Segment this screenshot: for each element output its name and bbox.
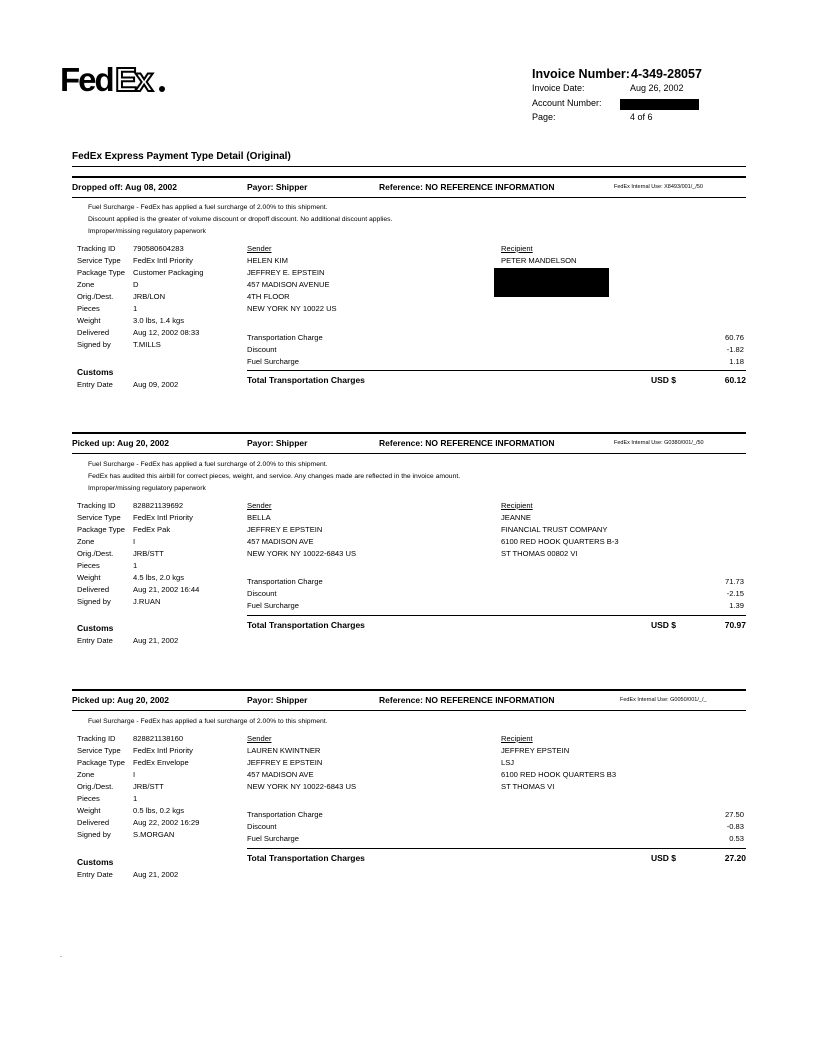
- signed-label: Signed by: [77, 830, 111, 839]
- discount-label: Discount: [247, 345, 277, 354]
- transportation-charge-label: Transportation Charge: [247, 810, 323, 819]
- signed-by: J.RUAN: [133, 597, 161, 606]
- discount-label: Discount: [247, 822, 277, 831]
- customs-heading: Customs: [77, 367, 114, 377]
- recipient-line: ST THOMAS 00802 VI: [501, 549, 578, 558]
- pieces: 1: [133, 304, 138, 313]
- service-label: Service Type: [77, 256, 121, 265]
- svg-text:Ex: Ex: [115, 62, 152, 96]
- shipment-1-internal: FedEx Internal Use: X8493/001/_/50: [614, 184, 703, 190]
- shipment-1-payor: Payor: Shipper: [247, 182, 308, 192]
- recipient-heading: Recipient: [501, 501, 533, 510]
- weight: 3.0 lbs, 1.4 kgs: [133, 316, 185, 325]
- shipment-3-reference: Reference: NO REFERENCE INFORMATION: [379, 695, 555, 705]
- service-label: Service Type: [77, 513, 121, 522]
- sender-heading: Sender: [247, 244, 272, 253]
- zone: I: [133, 537, 136, 546]
- discount-label: Discount: [247, 589, 277, 598]
- recipient-address-redaction: [494, 268, 609, 297]
- delivered: Aug 12, 2002 08:33: [133, 328, 200, 337]
- page-number: 4 of 6: [630, 112, 653, 122]
- tracking-label: Tracking ID: [77, 734, 116, 743]
- package-type: FedEx Envelope: [133, 758, 189, 767]
- total-amount: 60.12: [724, 375, 746, 385]
- zone: I: [133, 770, 136, 779]
- zone-label: Zone: [77, 537, 95, 546]
- orig-label: Orig./Dest.: [77, 782, 114, 791]
- package-type: FedEx Pak: [133, 525, 171, 534]
- delivered-label: Delivered: [77, 585, 110, 594]
- transportation-charge: 71.73: [724, 577, 744, 586]
- shipment-2-note: Fuel Surcharge - FedEx has applied a fuel surcharge of 2.00% to this shipment.: [88, 461, 328, 468]
- shipment-1-note: Improper/missing regulatory paperwork: [88, 228, 206, 235]
- sender-line: NEW YORK NY 10022-6843 US: [247, 549, 357, 558]
- weight: 0.5 lbs, 0.2 kgs: [133, 806, 185, 815]
- invoice-number: 4-349-28057: [631, 67, 702, 81]
- orig-dest: JRB/LON: [133, 292, 166, 301]
- account-number-label: Account Number:: [532, 98, 602, 108]
- currency-label: USD $: [651, 620, 677, 630]
- fuel-surcharge-label: Fuel Surcharge: [247, 601, 299, 610]
- package-type: Customer Packaging: [133, 268, 204, 277]
- shipment-3-header: [72, 695, 746, 709]
- shipment-2-reference: Reference: NO REFERENCE INFORMATION: [379, 438, 555, 448]
- signed-label: Signed by: [77, 340, 111, 349]
- tracking-label: Tracking ID: [77, 501, 116, 510]
- signed-by: S.MORGAN: [133, 830, 175, 839]
- recipient-line: ST THOMAS VI: [501, 782, 555, 791]
- entry-label: Entry Date: [77, 870, 113, 879]
- recipient-heading: Recipient: [501, 734, 533, 743]
- total-label: Total Transportation Charges: [247, 853, 365, 863]
- fuel-surcharge: 1.39: [729, 601, 744, 610]
- shipment-1-note: Fuel Surcharge - FedEx has applied a fuel surcharge of 2.00% to this shipment.: [88, 204, 328, 211]
- sender-heading: Sender: [247, 501, 272, 510]
- sender-line: JEFFREY E EPSTEIN: [247, 758, 323, 767]
- fuel-surcharge-label: Fuel Surcharge: [247, 357, 299, 366]
- delivered-label: Delivered: [77, 818, 110, 827]
- currency-label: USD $: [651, 375, 677, 385]
- page-row: [532, 112, 653, 122]
- tracking-label: Tracking ID: [77, 244, 116, 253]
- recipient-line: FINANCIAL TRUST COMPANY: [501, 525, 608, 534]
- fedex-logo: [60, 62, 170, 96]
- fuel-surcharge: 0.53: [729, 834, 744, 843]
- page-title: FedEx Express Payment Type Detail (Original): [72, 151, 291, 162]
- account-number-redaction: [620, 99, 699, 110]
- sender-line: 457 MADISON AVENUE: [247, 280, 330, 289]
- transportation-charge: 60.76: [724, 333, 744, 342]
- shipment-1-header-rule: [72, 197, 746, 198]
- total-label: Total Transportation Charges: [247, 375, 365, 385]
- fedex-logo-image: [60, 62, 170, 96]
- currency-label: USD $: [651, 853, 677, 863]
- pieces: 1: [133, 561, 138, 570]
- transportation-charge: 27.50: [724, 810, 744, 819]
- entry-date: Aug 21, 2002: [133, 870, 179, 879]
- entry-date: Aug 09, 2002: [133, 380, 179, 389]
- entry-label: Entry Date: [77, 636, 113, 645]
- shipment-1-note: Discount applied is the greater of volume discount or dropoff discount. No additional discount applies.: [88, 216, 393, 223]
- delivered: Aug 21, 2002 16:44: [133, 585, 200, 594]
- sender-line: LAUREN KWINTNER: [247, 746, 321, 755]
- sender-line: JEFFREY E. EPSTEIN: [247, 268, 325, 277]
- shipment-1-top-rule: [72, 176, 746, 178]
- recipient-line: JEFFREY EPSTEIN: [501, 746, 570, 755]
- recipient-line: 6100 RED HOOK QUARTERS B3: [501, 770, 617, 779]
- shipment-3-header-rule: [72, 710, 746, 711]
- signed-by: T.MILLS: [133, 340, 161, 349]
- sender-line: 4TH FLOOR: [247, 292, 290, 301]
- shipment-3-top-rule: [72, 689, 746, 691]
- shipment-3-note: Fuel Surcharge - FedEx has applied a fuel surcharge of 2.00% to this shipment.: [88, 718, 328, 725]
- service-type: FedEx Intl Priority: [133, 746, 193, 755]
- footer-mark: .: [60, 950, 63, 959]
- invoice-date-label: Invoice Date:: [532, 83, 585, 93]
- weight-label: Weight: [77, 806, 101, 815]
- shipment-2-date: Picked up: Aug 20, 2002: [72, 438, 169, 448]
- sender-line: 457 MADISON AVE: [247, 537, 314, 546]
- total-label: Total Transportation Charges: [247, 620, 365, 630]
- invoice-number-row: [532, 67, 702, 81]
- weight-label: Weight: [77, 573, 101, 582]
- shipment-2-header: [72, 438, 746, 452]
- page-label: Page:: [532, 112, 556, 122]
- pieces: 1: [133, 794, 138, 803]
- discount: -2.15: [726, 589, 744, 598]
- weight-label: Weight: [77, 316, 101, 325]
- invoice-date-row: [532, 83, 684, 93]
- delivered-label: Delivered: [77, 328, 110, 337]
- delivered: Aug 22, 2002 16:29: [133, 818, 200, 827]
- shipment-2-note: Improper/missing regulatory paperwork: [88, 485, 206, 492]
- invoice-number-label: Invoice Number:: [532, 67, 630, 81]
- shipment-2-internal: FedEx Internal Use: G0380/001/_/50: [614, 440, 704, 446]
- shipment-3-payor: Payor: Shipper: [247, 695, 308, 705]
- total-rule: [247, 615, 746, 616]
- tracking-id: 828821139692: [133, 501, 184, 510]
- orig-dest: JRB/STT: [133, 549, 164, 558]
- fuel-surcharge: 1.18: [729, 357, 744, 366]
- shipment-2-payor: Payor: Shipper: [247, 438, 308, 448]
- recipient-line: 6100 RED HOOK QUARTERS B-3: [501, 537, 619, 546]
- sender-line: HELEN KIM: [247, 256, 288, 265]
- pieces-label: Pieces: [77, 304, 100, 313]
- orig-label: Orig./Dest.: [77, 292, 114, 301]
- entry-date: Aug 21, 2002: [133, 636, 179, 645]
- package-label: Package Type: [77, 268, 125, 277]
- recipient-line: LSJ: [501, 758, 515, 767]
- package-label: Package Type: [77, 525, 125, 534]
- tracking-id: 790580604283: [133, 244, 184, 253]
- zone-label: Zone: [77, 280, 95, 289]
- account-number-row: [532, 98, 602, 108]
- service-type: FedEx Intl Priority: [133, 513, 193, 522]
- sender-line: 457 MADISON AVE: [247, 770, 314, 779]
- sender-line: JEFFREY E EPSTEIN: [247, 525, 323, 534]
- tracking-id: 828821138160: [133, 734, 184, 743]
- service-type: FedEx Intl Priority: [133, 256, 193, 265]
- sender-line: BELLA: [247, 513, 271, 522]
- entry-label: Entry Date: [77, 380, 113, 389]
- invoice-date: Aug 26, 2002: [630, 83, 684, 93]
- shipment-2-top-rule: [72, 432, 746, 434]
- shipment-3-date: Picked up: Aug 20, 2002: [72, 695, 169, 705]
- shipment-2-note: FedEx has audited this airbill for correct pieces, weight, and service. Any changes made are reflected in the invoice amount.: [88, 473, 461, 480]
- total-amount: 70.97: [724, 620, 746, 630]
- total-rule: [247, 370, 746, 371]
- recipient-line: PETER MANDELSON: [501, 256, 577, 265]
- discount: -1.82: [726, 345, 744, 354]
- customs-heading: Customs: [77, 623, 114, 633]
- orig-label: Orig./Dest.: [77, 549, 114, 558]
- shipment-1-date: Dropped off: Aug 08, 2002: [72, 182, 178, 192]
- fuel-surcharge-label: Fuel Surcharge: [247, 834, 299, 843]
- pieces-label: Pieces: [77, 561, 100, 570]
- sender-heading: Sender: [247, 734, 272, 743]
- total-rule: [247, 848, 746, 849]
- customs-heading: Customs: [77, 857, 114, 867]
- transportation-charge-label: Transportation Charge: [247, 577, 323, 586]
- transportation-charge-label: Transportation Charge: [247, 333, 323, 342]
- service-label: Service Type: [77, 746, 121, 755]
- signed-label: Signed by: [77, 597, 111, 606]
- shipment-1-header: [72, 182, 746, 196]
- zone: D: [133, 280, 139, 289]
- title-rule: [72, 166, 746, 167]
- pieces-label: Pieces: [77, 794, 100, 803]
- zone-label: Zone: [77, 770, 95, 779]
- shipment-3-internal: FedEx Internal Use: G0050/001/_/_: [620, 697, 707, 703]
- orig-dest: JRB/STT: [133, 782, 164, 791]
- package-label: Package Type: [77, 758, 125, 767]
- total-amount: 27.20: [724, 853, 746, 863]
- weight: 4.5 lbs, 2.0 kgs: [133, 573, 185, 582]
- shipment-2-header-rule: [72, 453, 746, 454]
- recipient-heading: Recipient: [501, 244, 533, 253]
- svg-text:Fed: Fed: [60, 62, 113, 96]
- recipient-line: JEANNE: [501, 513, 531, 522]
- shipment-1-reference: Reference: NO REFERENCE INFORMATION: [379, 182, 555, 192]
- sender-line: NEW YORK NY 10022 US: [247, 304, 337, 313]
- sender-line: NEW YORK NY 10022-6843 US: [247, 782, 357, 791]
- discount: -0.83: [726, 822, 744, 831]
